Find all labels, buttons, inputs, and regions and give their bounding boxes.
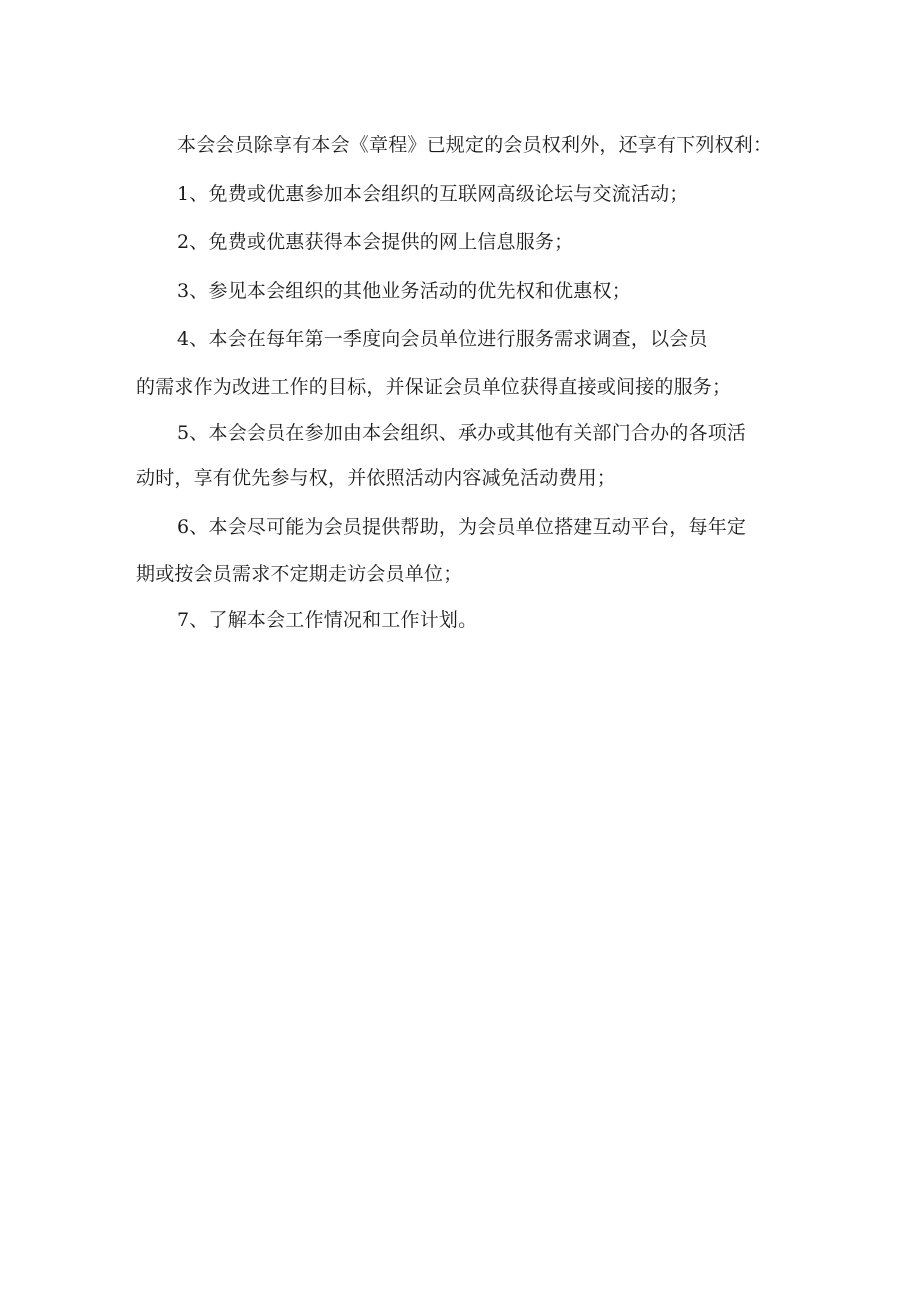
- intro-paragraph: 本会会员除享有本会《章程》已规定的会员权利外，还享有下列权利：: [177, 134, 773, 156]
- list-item-3: 3、参见本会组织的其他业务活动的优先权和优惠权；: [177, 280, 631, 302]
- list-item-5-line-1: 5、本会会员在参加由本会组织、承办或其他有关部门合办的各项活: [177, 422, 747, 444]
- list-item-6-line-2: 期或按会员需求不定期走访会员单位；: [136, 563, 463, 585]
- list-item-6-line-1: 6、本会尽可能为会员提供帮助，为会员单位搭建互动平台，每年定: [177, 516, 747, 538]
- list-item-7: 7、了解本会工作情况和工作计划。: [177, 609, 478, 631]
- list-item-4-line-2: 的需求作为改进工作的目标，并保证会员单位获得直接或间接的服务；: [136, 376, 732, 398]
- list-item-2: 2、免费或优惠获得本会提供的网上信息服务；: [177, 231, 574, 253]
- list-item-4-line-1: 4、本会在每年第一季度向会员单位进行服务需求调查，以会员: [177, 328, 708, 350]
- list-item-5-line-2: 动时，享有优先参与权，并依照活动内容减免活动费用；: [136, 467, 617, 489]
- list-item-1: 1、免费或优惠参加本会组织的互联网高级论坛与交流活动；: [177, 183, 689, 205]
